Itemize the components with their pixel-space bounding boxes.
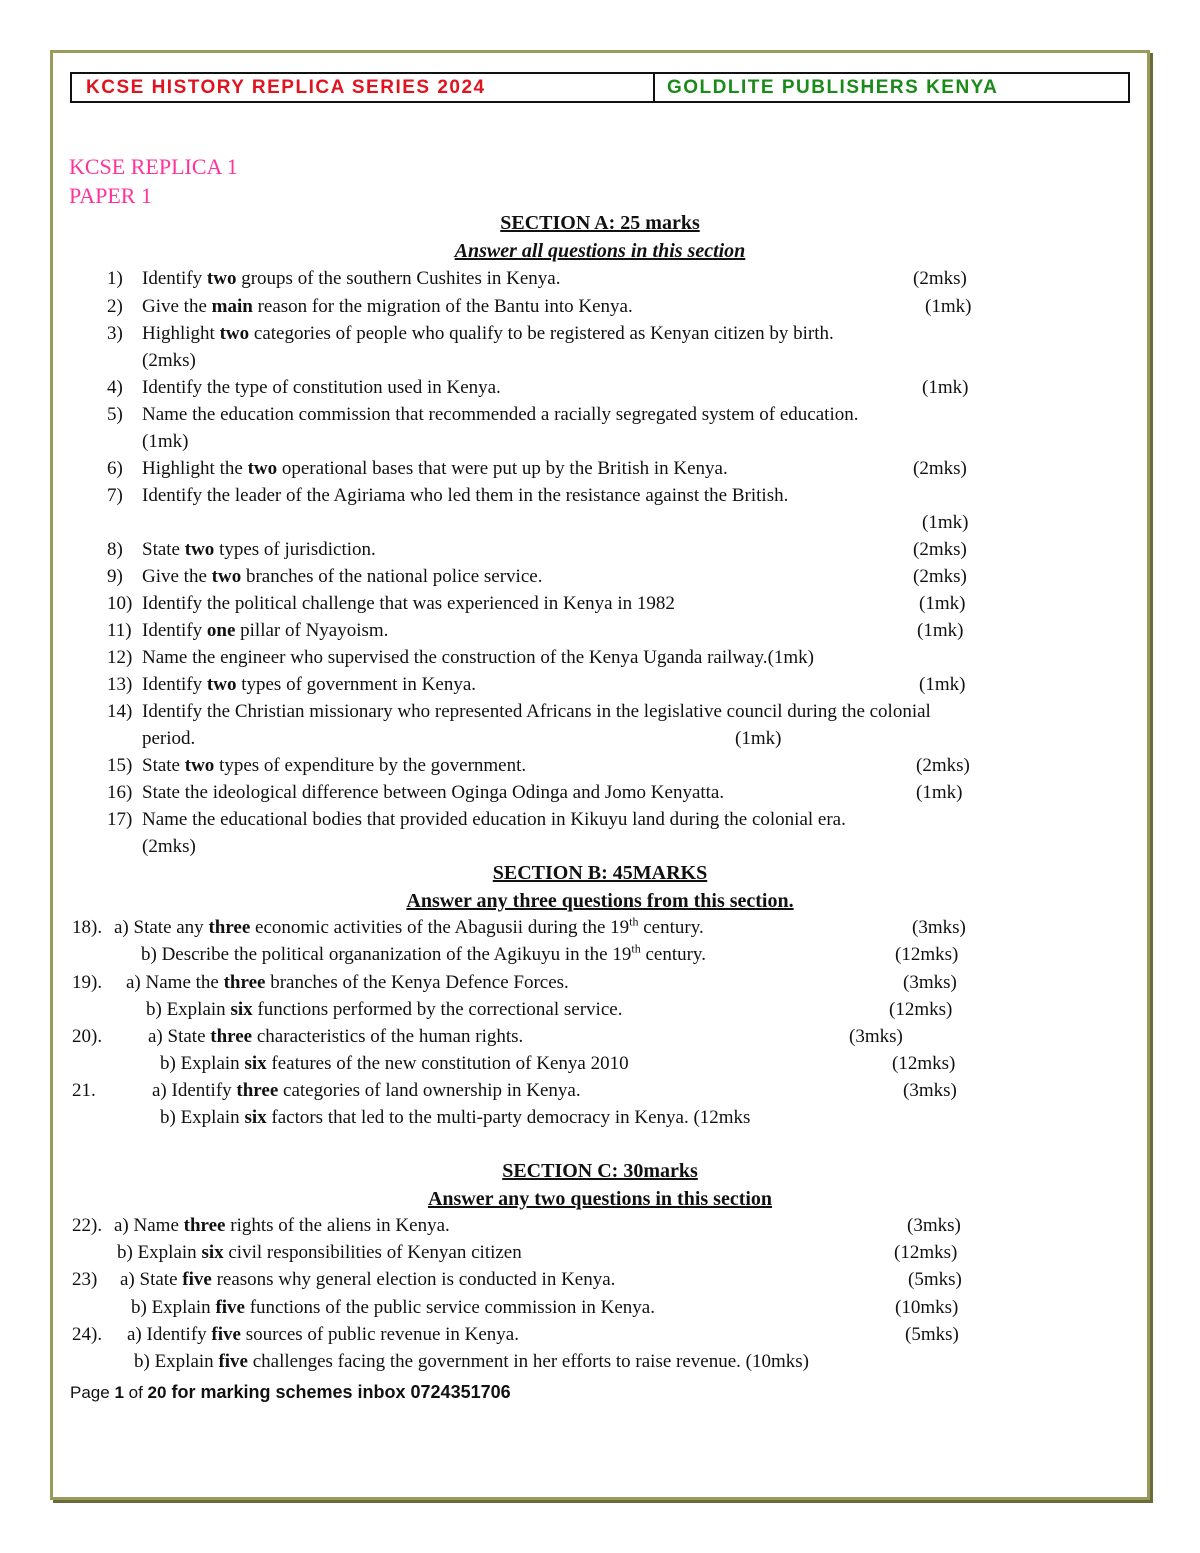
question-marks: (10mks) xyxy=(895,1297,959,1318)
question-text: Give the main reason for the migration of the Bantu into Kenya. xyxy=(142,296,633,317)
question-marks: (2mks) xyxy=(142,350,196,371)
question-marks: (2mks) xyxy=(913,539,967,560)
question-text: Identify two types of government in Kenya. xyxy=(142,674,477,695)
section-c-heading: SECTION C: 30marks xyxy=(502,1160,698,1182)
question-number: 23) xyxy=(72,1269,98,1290)
question-marks: (1mk) xyxy=(142,431,189,452)
question-number: 19). xyxy=(72,972,103,993)
question-marks: (12mks) xyxy=(894,1242,958,1263)
question-text: Identify two groups of the southern Cushites in Kenya. xyxy=(142,268,561,289)
question-number: 7) xyxy=(107,485,123,506)
question-text-continued: period. xyxy=(142,728,196,749)
question-marks: (3mks) xyxy=(903,1080,957,1101)
section-b-instruction: Answer any three questions from this section. xyxy=(406,890,794,912)
question-number: 22). xyxy=(72,1215,103,1236)
question-marks: (12mks) xyxy=(892,1053,956,1074)
question-number: 9) xyxy=(107,566,123,587)
question-text: Highlight the two operational bases that were put up by the British in Kenya. xyxy=(142,458,728,479)
question-part-b: b) Explain six civil responsibilities of Kenyan citizen xyxy=(117,1242,522,1263)
question-text: Highlight two categories of people who qualify to be registered as Kenyan citizen by birth. xyxy=(142,323,834,344)
question-text: Give the two branches of the national police service. xyxy=(142,566,543,587)
question-marks: (1mk) xyxy=(919,593,966,614)
question-part-a: a) Name the three branches of the Kenya Defence Forces. xyxy=(126,972,569,993)
question-marks: (3mks) xyxy=(903,972,957,993)
question-marks: (12mks) xyxy=(889,999,953,1020)
question-part-a: a) Name three rights of the aliens in Kenya. xyxy=(114,1215,450,1236)
section-b-heading: SECTION B: 45MARKS xyxy=(492,862,708,884)
question-number: 12) xyxy=(107,647,133,668)
question-marks: (3mks) xyxy=(849,1026,903,1047)
document-header xyxy=(70,72,1130,103)
question-marks: (1mk) xyxy=(919,674,966,695)
question-marks: (2mks) xyxy=(913,458,967,479)
question-marks: (3mks) xyxy=(907,1215,961,1236)
question-marks: (3mks) xyxy=(912,917,966,938)
question-part-b: b) Explain six functions performed by the correctional service. xyxy=(146,999,623,1020)
question-marks: (1mk) xyxy=(922,377,969,398)
question-part-a: a) State any three economic activities of the Abagusii during the 19th century. xyxy=(114,914,704,938)
question-marks: (2mks) xyxy=(913,566,967,587)
question-text: Identify the Christian missionary who represented Africans in the legislative council during the colonial xyxy=(142,701,931,722)
question-part-a: a) State five reasons why general election is conducted in Kenya. xyxy=(120,1269,616,1290)
section-a-heading: SECTION A: 25 marks xyxy=(500,212,700,234)
question-part-a: a) Identify five sources of public revenue in Kenya. xyxy=(127,1324,519,1345)
question-number: 21. xyxy=(72,1080,96,1101)
question-text: Name the engineer who supervised the construction of the Kenya Uganda railway.(1mk) xyxy=(142,647,814,668)
question-number: 11) xyxy=(107,620,132,641)
question-marks: (1mk) xyxy=(917,620,964,641)
question-marks: (2mks) xyxy=(913,268,967,289)
question-text: State the ideological difference between Oginga Odinga and Jomo Kenyatta. xyxy=(142,782,725,803)
question-number: 17) xyxy=(107,809,133,830)
question-number: 14) xyxy=(107,701,133,722)
question-text: Identify the political challenge that was experienced in Kenya in 1982 xyxy=(142,593,675,614)
question-number: 10) xyxy=(107,593,133,614)
replica-title: KCSE REPLICA 1 xyxy=(69,154,238,179)
question-number: 16) xyxy=(107,782,133,803)
question-part-a: a) Identify three categories of land ownership in Kenya. xyxy=(152,1080,581,1101)
question-number: 6) xyxy=(107,458,123,479)
footer-page-label: Page xyxy=(70,1383,115,1402)
section-c-instruction: Answer any two questions in this section xyxy=(427,1188,773,1210)
question-number: 5) xyxy=(107,404,123,425)
question-number: 8) xyxy=(107,539,123,560)
question-marks: (2mks) xyxy=(916,755,970,776)
question-marks: (5mks) xyxy=(905,1324,959,1345)
question-part-b: b) Explain five challenges facing the government in her efforts to raise revenue. (10mks) xyxy=(134,1351,809,1372)
question-number: 18). xyxy=(72,917,103,938)
question-text: Identify the leader of the Agiriama who led them in the resistance against the British. xyxy=(142,485,789,506)
question-number: 20). xyxy=(72,1026,103,1047)
footer-marking-scheme-note: for marking schemes inbox 0724351706 xyxy=(166,1382,511,1402)
question-number: 1) xyxy=(107,268,123,289)
footer-of-label: of xyxy=(123,1383,148,1402)
question-marks: (1mk) xyxy=(916,782,963,803)
question-marks: (1mk) xyxy=(735,728,782,749)
question-part-b: b) Describe the political organanization of the Agikuyu in the 19th century. xyxy=(141,941,706,965)
question-number: 3) xyxy=(107,323,123,344)
footer-page-total: 20 xyxy=(147,1383,167,1402)
section-a-instruction: Answer all questions in this section xyxy=(454,240,746,262)
question-marks: (12mks) xyxy=(895,944,959,965)
question-marks: (5mks) xyxy=(908,1269,962,1290)
question-text: State two types of jurisdiction. xyxy=(142,539,376,560)
question-number: 13) xyxy=(107,674,133,695)
question-text: Name the education commission that recommended a racially segregated system of education. xyxy=(142,404,859,425)
paper-title: PAPER 1 xyxy=(69,183,152,208)
footer-page-number: 1 xyxy=(114,1383,124,1402)
question-number: 2) xyxy=(107,296,123,317)
question-part-b: b) Explain six features of the new constitution of Kenya 2010 xyxy=(160,1053,629,1074)
question-marks: (1mk) xyxy=(925,296,972,317)
question-text: State two types of expenditure by the government. xyxy=(142,755,527,776)
question-marks: (1mk) xyxy=(922,512,969,533)
question-text: Identify one pillar of Nyayoism. xyxy=(142,620,389,641)
question-part-b: b) Explain five functions of the public service commission in Kenya. xyxy=(131,1297,655,1318)
question-text: Name the educational bodies that provided education in Kikuyu land during the colonial era. xyxy=(142,809,846,830)
question-marks: (2mks) xyxy=(142,836,196,857)
header-publisher: GOLDLITE PUBLISHERS KENYA xyxy=(667,76,999,98)
question-part-b: b) Explain six factors that led to the multi-party democracy in Kenya. (12mks xyxy=(160,1107,751,1128)
question-text: Identify the type of constitution used in Kenya. xyxy=(142,377,501,398)
question-number: 24). xyxy=(72,1324,103,1345)
question-number: 4) xyxy=(107,377,123,398)
question-part-a: a) State three characteristics of the human rights. xyxy=(148,1026,524,1047)
page-footer xyxy=(70,1382,511,1403)
question-number: 15) xyxy=(107,755,133,776)
header-series-title: KCSE HISTORY REPLICA SERIES 2024 xyxy=(72,74,655,101)
